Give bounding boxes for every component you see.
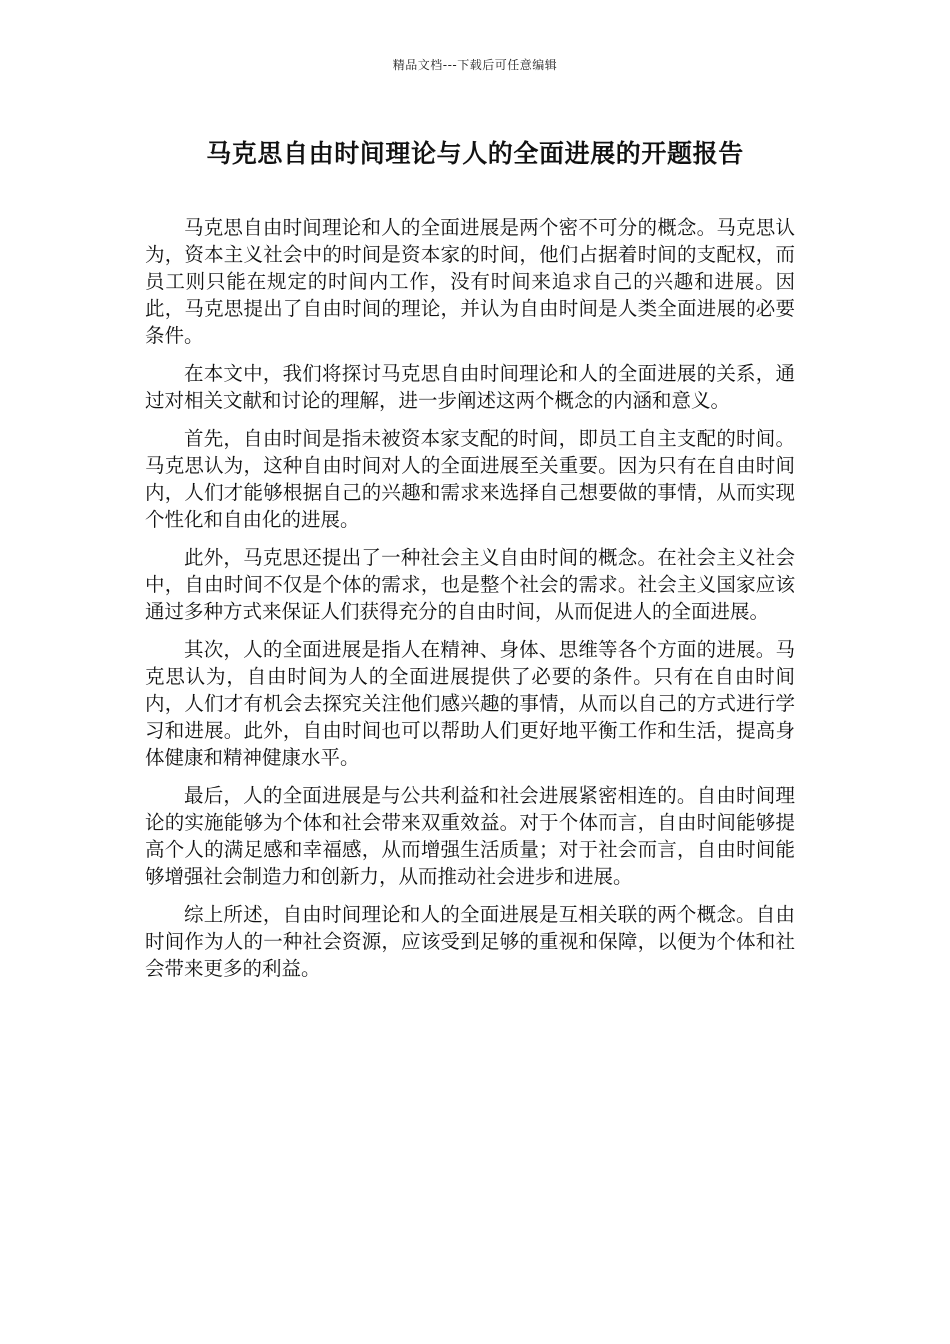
document-body (145, 214, 795, 993)
paragraph-6: 最后，人的全面进展是与公共利益和社会进展紧密相连的。自由时间理论的实施能够为个体和社会带来双重效益。对于个体而言，自由时间能够提高个人的满足感和幸福感，从而增强生活质量；对于社会而言，自由时间能够增强社会制造力和创新力，从而推动社会进步和进展。 (145, 784, 795, 888)
paragraph-3: 首先，自由时间是指未被资本家支配的时间，即员工自主支配的时间。马克思认为，这种自由时间对人的全面进展至关重要。因为只有在自由时间内，人们才能够根据自己的兴趣和需求来选择自己想要做的事情，从而实现个性化和自由化的进展。 (145, 427, 795, 531)
paragraph-4: 此外，马克思还提出了一种社会主义自由时间的概念。在社会主义社会中，自由时间不仅是个体的需求，也是整个社会的需求。社会主义国家应该通过多种方式来保证人们获得充分的自由时间，从而促进人的全面进展。 (145, 546, 795, 623)
document-title: 马克思自由时间理论与人的全面进展的开题报告 (206, 139, 744, 168)
paragraph-1: 马克思自由时间理论和人的全面进展是两个密不可分的概念。马克思认为，资本主义社会中的时间是资本家的时间，他们占据着时间的支配权，而员工则只能在规定的时间内工作，没有时间来追求自己的兴趣和进展。因此，马克思提出了自由时间的理论，并认为自由时间是人类全面进展的必要条件。 (145, 216, 795, 347)
page-header: 精品文档---下载后可任意编辑 (392, 58, 558, 72)
paragraph-7: 综上所述，自由时间理论和人的全面进展是互相关联的两个概念。自由时间作为人的一种社会资源，应该受到足够的重视和保障，以便为个体和社会带来更多的利益。 (145, 903, 795, 980)
paragraph-2: 在本文中，我们将探讨马克思自由时间理论和人的全面进展的关系，通过对相关文献和讨论的理解，进一步阐述这两个概念的内涵和意义。 (145, 362, 795, 412)
paragraph-5: 其次，人的全面进展是指人在精神、身体、思维等各个方面的进展。马克思认为，自由时间为人的全面进展提供了必要的条件。只有在自由时间内，人们才有机会去探究关注他们感兴趣的事情，从而以自己的方式进行学习和进展。此外，自由时间也可以帮助人们更好地平衡工作和生活，提高身体健康和精神健康水平。 (145, 638, 795, 769)
